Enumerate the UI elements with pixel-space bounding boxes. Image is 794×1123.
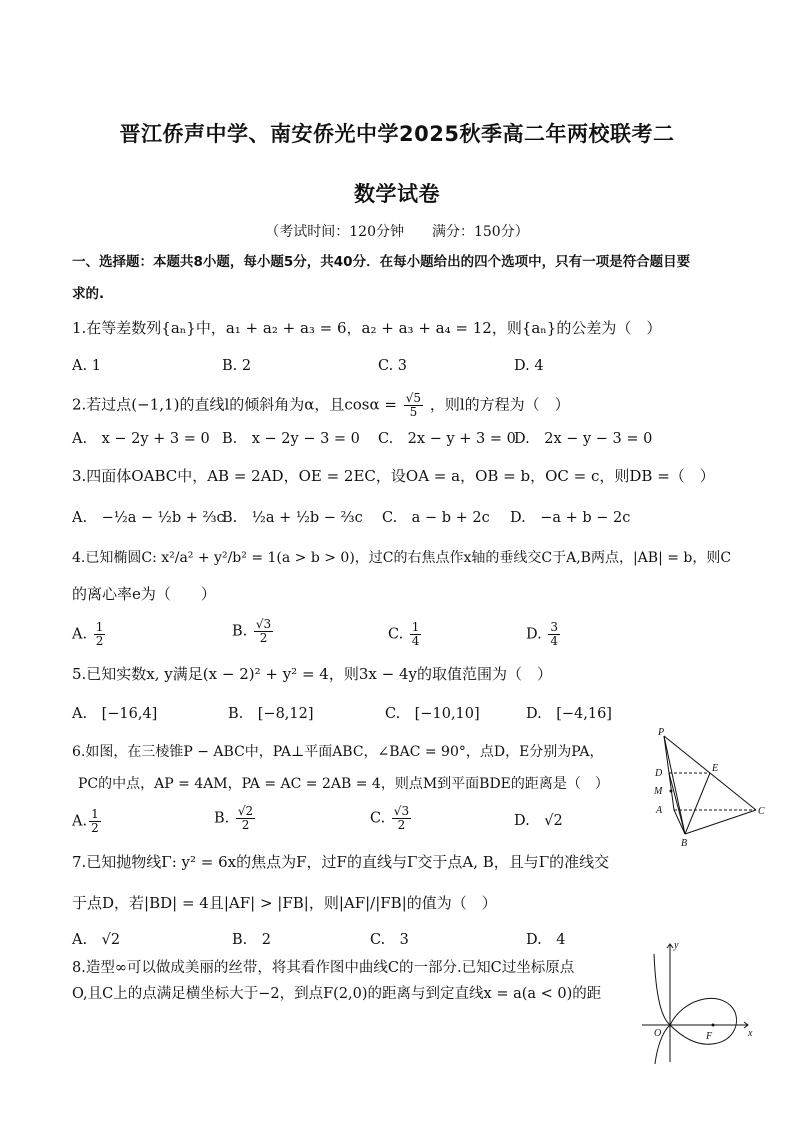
- q6-option-b-label: B.: [214, 810, 230, 827]
- q6-a-num: 1: [91, 807, 99, 821]
- q4-option-a: [72, 621, 107, 648]
- label-d: D: [655, 768, 663, 779]
- q1-option-c: C. 3: [378, 358, 408, 374]
- tetrahedron-figure: [652, 726, 772, 849]
- q6-option-c: [370, 805, 413, 832]
- curve-figure: [640, 940, 760, 1065]
- q4-b-den: 2: [259, 631, 268, 645]
- q2-frac-den: 5: [409, 405, 418, 419]
- q2-option-a: A. x − 2y + 3 = 0: [72, 431, 210, 447]
- question-3-stem: 3.四面体OABC中，AB = 2AD，OE = 2EC，设OA = a，OB = b，OC = c，则DB =（ ）: [72, 467, 715, 485]
- q3-option-b: B. ½a + ½b − ⅔c: [222, 510, 363, 526]
- q7-option-d: D. 4: [526, 932, 566, 948]
- q6-c-den: 2: [397, 818, 406, 832]
- q6-option-c-label: C.: [370, 810, 386, 827]
- q2-cos-fraction: [404, 392, 423, 419]
- label-a: A: [656, 805, 663, 816]
- q1-option-a: A. 1: [72, 358, 101, 374]
- label-e: E: [712, 763, 719, 774]
- q2-stem-part2: ，则l的方程为（ ）: [429, 395, 570, 414]
- label-c: C: [758, 806, 765, 817]
- q5-option-a: A. [−16,4]: [72, 706, 158, 722]
- exam-title: 晋江侨声中学、南安侨光中学2025秋季高二年两校联考二: [119, 122, 675, 146]
- q6-c-num: √3: [393, 804, 410, 818]
- q1-option-d: D. 4: [514, 358, 544, 374]
- q4-option-d: [526, 621, 562, 648]
- q4-b-num: √3: [255, 617, 272, 631]
- q2-option-c: C. 2x − y + 3 = 0: [378, 431, 516, 447]
- section-instructions: 一、选择题：本题共8小题，每小题5分，共40分．在每小题给出的四个选项中，只有一项是符合题目要: [72, 254, 691, 270]
- q6-option-d: D. √2: [514, 813, 563, 829]
- question-8-stem: 8.造型∞可以做成美丽的丝带，将其看作图中曲线C的一部分.已知C过坐标原点: [72, 960, 575, 976]
- q4-d-num: 3: [550, 620, 558, 634]
- q4-c-den: 4: [411, 634, 420, 648]
- q4-a-num: 1: [95, 620, 104, 634]
- edge-bc: [685, 810, 756, 834]
- edge-db: [669, 773, 685, 834]
- curve-upper-branch: [654, 954, 670, 1025]
- q6-option-a: [72, 808, 103, 835]
- q4-d-den: 4: [550, 634, 558, 648]
- q7-option-b: B. 2: [232, 932, 271, 948]
- curve-loop: [670, 998, 736, 1044]
- edge-eb: [685, 773, 710, 834]
- q4-option-c-label: C.: [388, 626, 404, 643]
- question-2-stem: [72, 392, 570, 419]
- q6-option-b: [214, 805, 257, 832]
- question-7-stem: 7.已知抛物线Γ: y² = 6x的焦点为F，过F的直线与Γ交于点A, B，且与Γ的准线交: [72, 853, 610, 871]
- q7-option-c: C. 3: [370, 932, 409, 948]
- exam-info: （考试时间：120分钟 满分：150分）: [265, 224, 529, 240]
- q2-option-d: D. 2x − y − 3 = 0: [514, 431, 653, 447]
- q4-option-d-label: D.: [526, 626, 542, 643]
- label-m: M: [654, 786, 663, 797]
- q4-option-b: [232, 618, 275, 645]
- q2-stem-part1: 2.若过点(−1,1)的直线l的倾斜角为α，且cosα =: [72, 395, 397, 414]
- question-5-stem: 5.已知实数x, y满足(x − 2)² + y² = 4，则3x − 4y的取值范围为（ ）: [72, 665, 552, 683]
- label-p: P: [658, 727, 665, 738]
- question-4-stem: 4.已知椭圆C: x²/a² + y²/b² = 1(a > b > 0)，过C的右焦点作x轴的垂线交C于A,B两点，|AB| = b，则C: [72, 550, 732, 566]
- q6-option-a-label: A.: [72, 813, 88, 830]
- q6-b-den: 2: [241, 818, 250, 832]
- q3-option-a: A. −½a − ½b + ⅔c: [72, 510, 225, 526]
- q7-option-a: A. √2: [72, 932, 121, 948]
- q4-option-a-label: A.: [72, 626, 88, 643]
- question-8-stem-cont: O,且C上的点满足横坐标大于−2，到点F(2,0)的距离与到定直线x = a(a < 0)的距: [72, 986, 602, 1002]
- q1-option-b: B. 2: [222, 358, 252, 374]
- q5-option-d: D. [−4,16]: [526, 706, 612, 722]
- q3-option-c: C. a − b + 2c: [382, 510, 490, 526]
- q4-option-c: [388, 621, 423, 648]
- question-7-stem-cont: 于点D，若|BD| = 4且|AF| > |FB|，则|AF|/|FB|的值为（ ）: [72, 894, 497, 912]
- q4-a-den: 2: [95, 634, 104, 648]
- q5-option-b: B. [−8,12]: [228, 706, 314, 722]
- q6-a-den: 2: [91, 821, 99, 835]
- label-x: x: [748, 1028, 753, 1039]
- q4-option-b-label: B.: [232, 623, 248, 640]
- q3-option-d: D. −a + b − 2c: [510, 510, 631, 526]
- question-6-stem-cont: PC的中点，AP = 4AM，PA = AC = 2AB = 4，则点M到平面BDE的距离是（ ）: [78, 776, 609, 792]
- question-4-stem-cont: 的离心率e为（ ）: [72, 585, 216, 603]
- question-1-stem: 1.在等差数列{aₙ}中，a₁ + a₂ + a₃ = 6，a₂ + a₃ + a₄ = 12，则{aₙ}的公差为（ ）: [72, 319, 662, 337]
- exam-subject: 数学试卷: [354, 182, 440, 206]
- q2-option-b: B. x − 2y − 3 = 0: [222, 431, 360, 447]
- point-m: [670, 790, 673, 793]
- q6-b-num: √2: [237, 804, 254, 818]
- label-y: y: [674, 940, 679, 951]
- label-b: B: [681, 838, 688, 849]
- point-f: [712, 1024, 715, 1027]
- section-instructions-cont: 求的.: [72, 286, 105, 302]
- q5-option-c: C. [−10,10]: [385, 706, 480, 722]
- q4-c-num: 1: [411, 620, 420, 634]
- label-o: O: [654, 1028, 662, 1039]
- label-f: F: [706, 1031, 713, 1042]
- q2-frac-num: √5: [405, 391, 422, 405]
- question-6-stem: 6.如图，在三棱锥P − ABC中，PA⊥平面ABC，∠BAC = 90°，点D，E分别为PA，: [72, 744, 604, 760]
